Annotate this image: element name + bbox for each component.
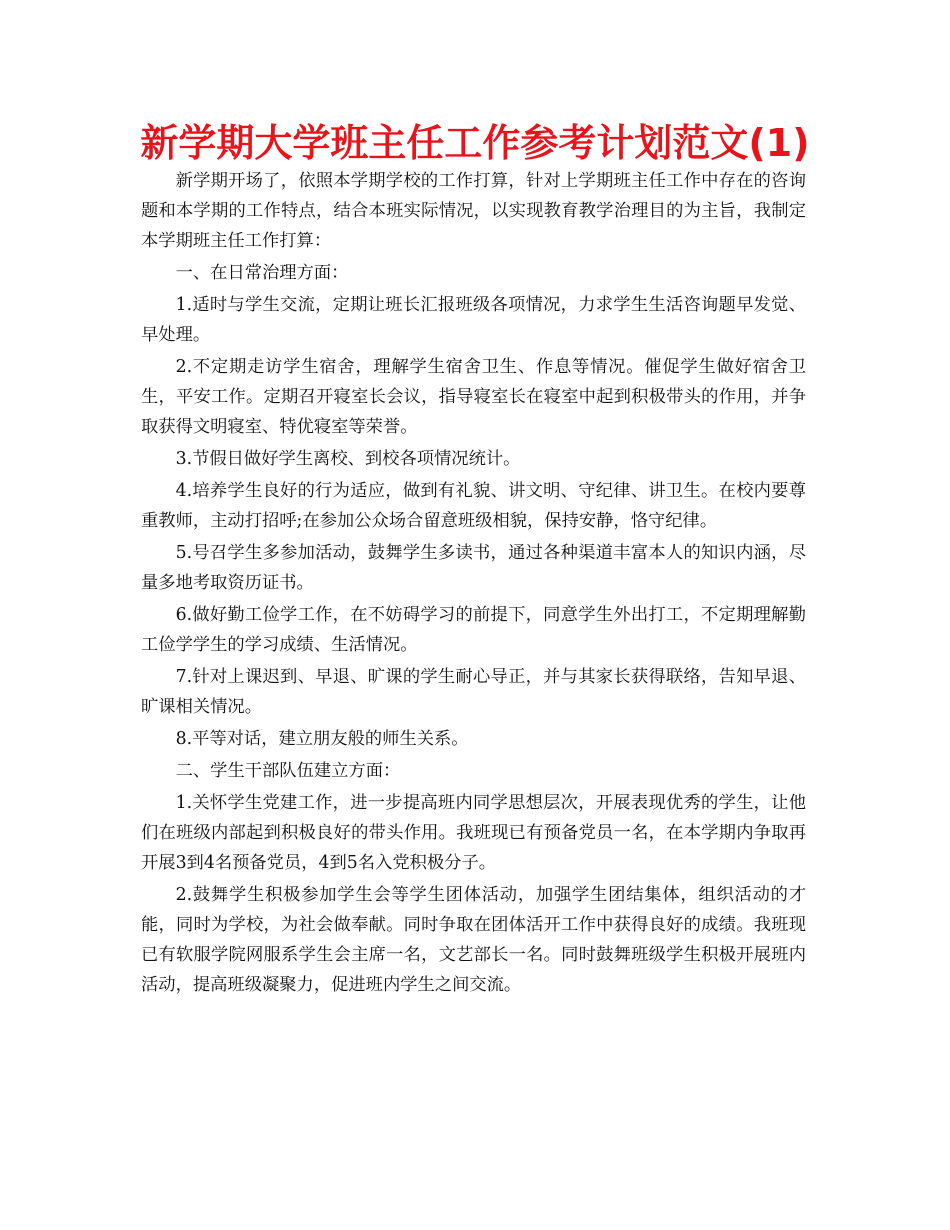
document-title: 新学期大学班主任工作参考计划范文(1) bbox=[140, 121, 810, 165]
list-item: 2.不定期走访学生宿舍，理解学生宿舍卫生、作息等情况。催促学生做好宿舍卫生，平安工作。定期召开寝室长会议，指导寝室长在寝室中起到积极带头的作用，并争取获得文明寝室、特优寝室等荣誉。 bbox=[141, 357, 806, 437]
list-item: 1.关怀学生党建工作，进一步提高班内同学思想层次，开展表现优秀的学生，让他们在班级内部起到积极良好的带头作用。我班现已有预备党员一名，在本学期内争取再开展3到4名预备党员，4到5名入党积极分子。 bbox=[141, 793, 806, 873]
list-item: 1.适时与学生交流，定期让班长汇报班级各项情况，力求学生生活咨询题早发觉、早处理。 bbox=[141, 295, 806, 345]
list-item: 8.平等对话，建立朋友般的师生关系。 bbox=[175, 729, 469, 749]
list-item: 3.节假日做好学生离校、到校各项情况统计。 bbox=[175, 449, 521, 469]
intro-paragraph: 新学期开场了，依照本学期学校的工作打算，针对上学期班主任工作中存在的咨询题和本学期的工作特点，结合本班实际情况，以实现教育教学治理目的为主旨，我制定本学期班主任工作打算： bbox=[141, 171, 806, 251]
list-item: 5.号召学生多参加活动，鼓舞学生多读书，通过各种渠道丰富本人的知识内涵，尽量多地考取资历证书。 bbox=[141, 543, 806, 593]
list-item: 4.培养学生良好的行为适应，做到有礼貌、讲文明、守纪律、讲卫生。在校内要尊重教师，主动打招呼;在参加公众场合留意班级相貌，保持安静，恪守纪律。 bbox=[141, 481, 806, 531]
section-heading-daily-management: 一、在日常治理方面： bbox=[175, 263, 349, 283]
list-item: 7.针对上课迟到、早退、旷课的学生耐心导正，并与其家长获得联络，告知早退、旷课相关情况。 bbox=[141, 667, 806, 717]
list-item: 6.做好勤工俭学工作，在不妨碍学习的前提下，同意学生外出打工，不定期理解勤工俭学学生的学习成绩、生活情况。 bbox=[141, 605, 806, 655]
list-item: 2.鼓舞学生积极参加学生会等学生团体活动，加强学生团结集体，组织活动的才能，同时为学校，为社会做奉献。同时争取在团体活开工作中获得良好的成绩。我班现已有软服学院网服系学生会主席一名，文艺部长一名。同时鼓舞班级学生积极开展班内活动，提高班级凝聚力，促进班内学生之间交流。 bbox=[141, 885, 806, 995]
section-heading-student-cadre: 二、学生干部队伍建立方面： bbox=[175, 761, 401, 781]
document-body bbox=[141, 166, 806, 1002]
